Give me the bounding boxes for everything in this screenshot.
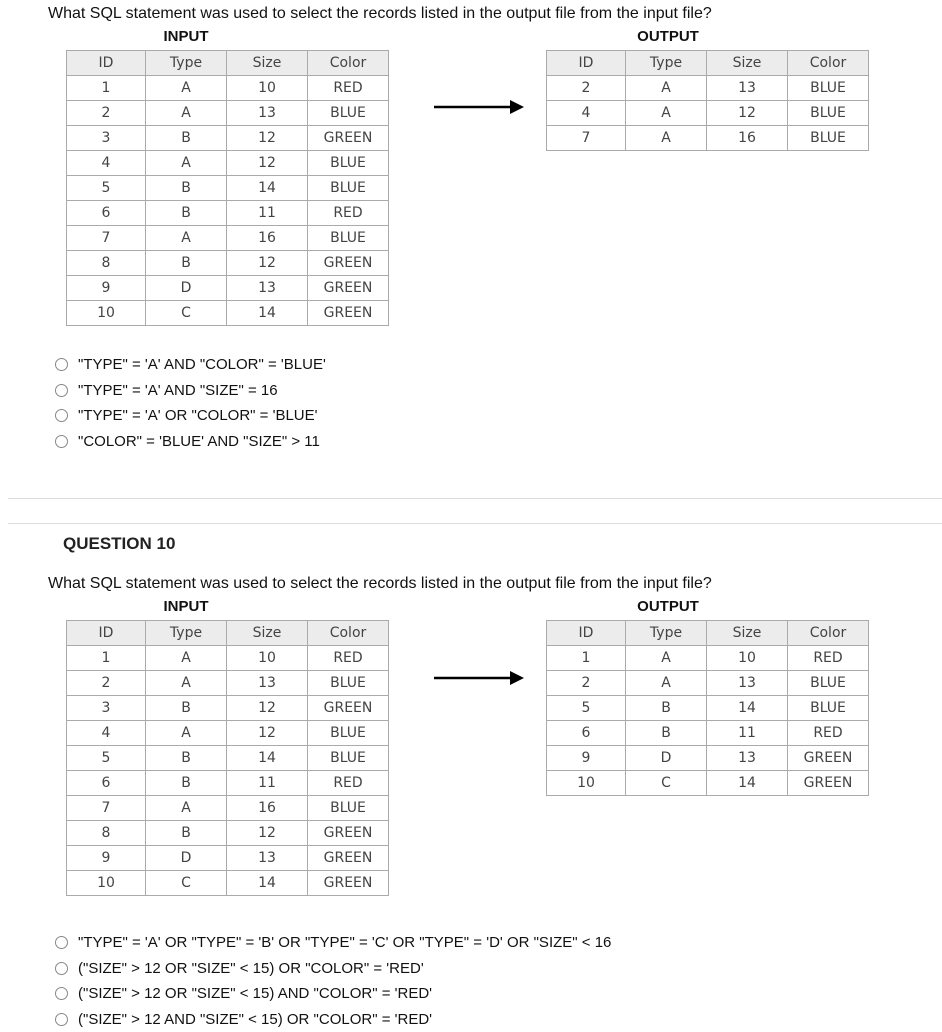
table-cell: 3 [67,126,146,151]
table-cell: GREEN [308,126,389,151]
table-cell: GREEN [308,276,389,301]
radio-button[interactable] [55,409,68,422]
q9-output-label: OUTPUT [608,28,728,45]
table-cell: BLUE [788,696,869,721]
table-cell: 9 [547,746,626,771]
table-cell: B [146,821,227,846]
answer-option[interactable] [55,378,326,404]
table-cell: 10 [547,771,626,796]
table-cell: A [146,796,227,821]
table-cell: 4 [547,101,626,126]
q10-input-table [66,620,389,896]
table-row [67,276,389,301]
table-cell: 13 [227,671,308,696]
answer-option[interactable] [55,930,611,956]
table-row [547,671,869,696]
q9-arrow-icon [434,97,526,117]
table-row [67,871,389,896]
table-cell: A [146,721,227,746]
table-cell: 13 [227,101,308,126]
table-row [67,721,389,746]
answer-option[interactable] [55,1007,611,1032]
table-cell: RED [308,771,389,796]
column-header: Size [707,621,788,646]
radio-button[interactable] [55,384,68,397]
table-cell: 13 [227,846,308,871]
answer-option[interactable] [55,403,326,429]
table-cell: A [626,646,707,671]
header-row [547,51,869,76]
table-cell: 10 [227,76,308,101]
question-9-text: What SQL statement was used to select the records listed in the output file from the input file? [48,5,712,23]
table-cell: 11 [227,201,308,226]
column-header: Type [626,621,707,646]
table-row [547,721,869,746]
table-cell: 6 [547,721,626,746]
table-cell: 11 [707,721,788,746]
radio-button[interactable] [55,435,68,448]
column-header: Size [227,621,308,646]
table-cell: 5 [547,696,626,721]
table-row [67,746,389,771]
table-cell: A [146,671,227,696]
table-cell: 10 [227,646,308,671]
table-cell: A [146,101,227,126]
table-row [547,696,869,721]
table-cell: D [146,276,227,301]
table-cell: 2 [67,671,146,696]
radio-button[interactable] [55,358,68,371]
table-row [547,101,869,126]
table-cell: 12 [227,696,308,721]
table-cell: 14 [707,771,788,796]
table-cell: 8 [67,821,146,846]
table-cell: B [146,771,227,796]
table-cell: A [146,151,227,176]
table-cell: 2 [547,76,626,101]
answer-option-label: "TYPE" = 'A' AND "SIZE" = 16 [78,382,278,399]
table-row [67,226,389,251]
table-row [67,671,389,696]
table-row [67,696,389,721]
answer-option[interactable] [55,352,326,378]
table-cell: B [146,126,227,151]
radio-button[interactable] [55,987,68,1000]
table-cell: BLUE [308,101,389,126]
table-cell: BLUE [308,151,389,176]
table-cell: C [626,771,707,796]
table-cell: 10 [67,301,146,326]
table-cell: GREEN [308,846,389,871]
table-row [67,101,389,126]
table-cell: RED [788,721,869,746]
answer-option-label: ("SIZE" > 12 OR "SIZE" < 15) AND "COLOR" = 'RED' [78,985,432,1002]
column-header: Size [227,51,308,76]
table-row [67,301,389,326]
table-cell: RED [788,646,869,671]
table-cell: 13 [707,671,788,696]
table-row [67,126,389,151]
table-cell: 12 [227,151,308,176]
table-row [67,846,389,871]
table-cell: 13 [227,276,308,301]
table-cell: 14 [227,301,308,326]
q9-options [55,352,326,454]
q9-input-label: INPUT [126,28,246,45]
column-header: ID [67,51,146,76]
table-cell: BLUE [308,796,389,821]
header-row [547,621,869,646]
column-header: ID [547,51,626,76]
table-cell: RED [308,76,389,101]
table-row [547,646,869,671]
table-cell: GREEN [308,871,389,896]
answer-option-label: ("SIZE" > 12 AND "SIZE" < 15) OR "COLOR" = 'RED' [78,1011,432,1028]
answer-option[interactable] [55,956,611,982]
table-cell: 5 [67,746,146,771]
table-cell: B [146,201,227,226]
header-row [67,621,389,646]
table-cell: GREEN [308,301,389,326]
answer-option-label: "TYPE" = 'A' OR "COLOR" = 'BLUE' [78,407,318,424]
table-cell: 13 [707,76,788,101]
table-row [67,821,389,846]
table-cell: 10 [707,646,788,671]
column-header: ID [67,621,146,646]
table-cell: A [146,76,227,101]
table-cell: D [626,746,707,771]
table-cell: A [626,101,707,126]
answer-option[interactable] [55,429,326,455]
table-cell: 16 [707,126,788,151]
q9-input-table [66,50,389,326]
table-row [67,201,389,226]
table-cell: B [146,696,227,721]
table-cell: 8 [67,251,146,276]
table-cell: 7 [67,226,146,251]
table-row [547,746,869,771]
q9-output-table [546,50,869,151]
table-cell: BLUE [308,176,389,201]
divider [8,498,942,499]
table-cell: 12 [227,721,308,746]
table-cell: 12 [227,821,308,846]
table-cell: 1 [67,76,146,101]
table-cell: 14 [227,871,308,896]
divider [8,523,942,524]
table-cell: BLUE [308,671,389,696]
table-cell: BLUE [788,76,869,101]
table-row [67,176,389,201]
table-cell: 14 [227,746,308,771]
table-cell: 16 [227,226,308,251]
column-header: Color [788,621,869,646]
answer-option-label: "COLOR" = 'BLUE' AND "SIZE" > 11 [78,433,320,450]
table-cell: BLUE [308,226,389,251]
table-cell: B [146,176,227,201]
table-cell: C [146,871,227,896]
table-cell: C [146,301,227,326]
table-cell: BLUE [308,721,389,746]
table-cell: 13 [707,746,788,771]
table-cell: BLUE [788,671,869,696]
table-cell: 4 [67,721,146,746]
table-cell: 9 [67,276,146,301]
table-cell: 10 [67,871,146,896]
q10-options [55,930,611,1032]
radio-button[interactable] [55,936,68,949]
table-cell: 1 [67,646,146,671]
table-cell: GREEN [788,771,869,796]
question-10-text: What SQL statement was used to select the records listed in the output file from the input file? [48,575,712,593]
column-header: Color [308,621,389,646]
table-row [67,151,389,176]
table-cell: 14 [227,176,308,201]
table-cell: 6 [67,771,146,796]
table-cell: A [146,226,227,251]
table-cell: 12 [707,101,788,126]
column-header: ID [547,621,626,646]
table-cell: BLUE [308,746,389,771]
column-header: Type [146,51,227,76]
table-cell: 4 [67,151,146,176]
table-cell: A [626,126,707,151]
q10-output-table [546,620,869,796]
table-cell: BLUE [788,126,869,151]
table-row [67,76,389,101]
table-cell: 14 [707,696,788,721]
q10-output-label: OUTPUT [608,598,728,615]
table-cell: A [626,671,707,696]
table-cell: 7 [547,126,626,151]
table-row [547,126,869,151]
table-row [547,771,869,796]
table-cell: GREEN [788,746,869,771]
table-cell: 12 [227,126,308,151]
table-cell: 2 [547,671,626,696]
column-header: Color [788,51,869,76]
table-cell: GREEN [308,251,389,276]
table-row [67,796,389,821]
table-cell: 2 [67,101,146,126]
column-header: Color [308,51,389,76]
answer-option-label: "TYPE" = 'A' AND "COLOR" = 'BLUE' [78,356,326,373]
table-cell: RED [308,646,389,671]
table-cell: A [146,646,227,671]
table-cell: 12 [227,251,308,276]
table-row [67,771,389,796]
radio-button[interactable] [55,962,68,975]
table-cell: A [626,76,707,101]
q10-input-label: INPUT [126,598,246,615]
table-cell: GREEN [308,821,389,846]
table-cell: 5 [67,176,146,201]
column-header: Type [146,621,227,646]
table-cell: D [146,846,227,871]
header-row [67,51,389,76]
table-row [547,76,869,101]
table-cell: 9 [67,846,146,871]
answer-option[interactable] [55,981,611,1007]
answer-option-label: ("SIZE" > 12 OR "SIZE" < 15) OR "COLOR" = 'RED' [78,960,424,977]
table-cell: 11 [227,771,308,796]
table-cell: 7 [67,796,146,821]
table-row [67,646,389,671]
answer-option-label: "TYPE" = 'A' OR "TYPE" = 'B' OR "TYPE" = 'C' OR "TYPE" = 'D' OR "SIZE" < 16 [78,934,611,951]
table-cell: B [626,696,707,721]
table-cell: B [146,251,227,276]
table-cell: 6 [67,201,146,226]
table-cell: GREEN [308,696,389,721]
column-header: Size [707,51,788,76]
table-cell: 1 [547,646,626,671]
question-10-heading: QUESTION 10 [63,534,175,554]
table-cell: B [626,721,707,746]
table-cell: B [146,746,227,771]
table-cell: 16 [227,796,308,821]
column-header: Type [626,51,707,76]
table-row [67,251,389,276]
q10-arrow-icon [434,668,526,688]
table-cell: BLUE [788,101,869,126]
table-cell: 3 [67,696,146,721]
table-cell: RED [308,201,389,226]
